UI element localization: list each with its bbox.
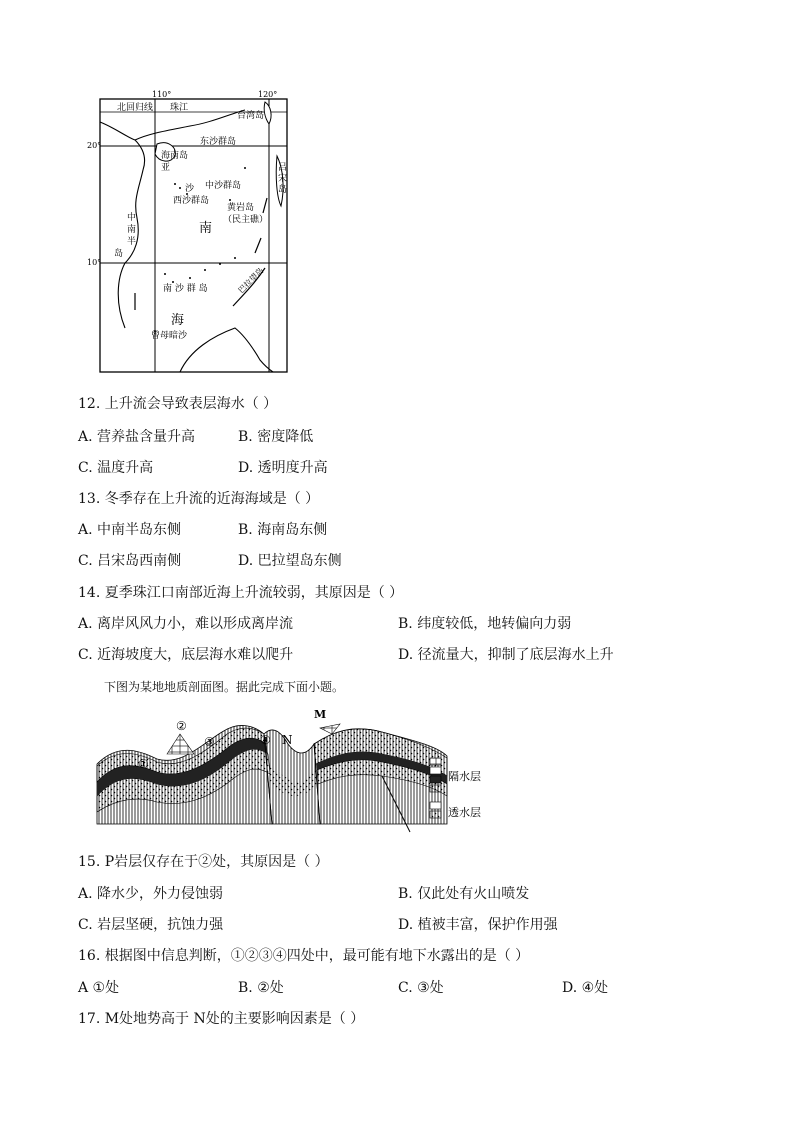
question-13-option-a[interactable]: A. 中南半岛东侧 [78,522,182,538]
question-14-option-c[interactable]: C. 近海坡度大，底层海水难以爬升 [78,647,294,663]
question-15-option-c[interactable]: C. 岩层坚硬，抗蚀力强 [78,917,224,933]
question-14-stem: 14. 夏季珠江口南部近海上升流较弱，其原因是（ ） [78,585,404,601]
m-label: M [314,708,327,721]
question-13-option-d[interactable]: D. 巴拉望岛东侧 [238,553,342,569]
luzon-label-1: 吕 [278,163,288,173]
question-12-stem: 12. 上升流会导致表层海水（ ） [78,396,278,412]
marker-3: ③ [204,735,215,749]
question-15-stem: 15. P岩层仅存在于②处，其原因是（ ） [78,854,329,870]
hainan-label: 海南岛 [161,151,189,161]
question-14-option-d[interactable]: D. 径流量大，抑制了底层海水上升 [398,647,614,663]
question-16-option-b[interactable]: B. ②处 [238,980,284,996]
marker-2: ② [176,719,187,733]
legend-impermeable: 隔水层 [448,770,481,783]
lat-10-label: 10° [87,258,102,267]
sha-label: 沙 [185,184,195,194]
zengmu-label: 曾母暗沙 [151,331,188,341]
luzon-label-3: 岛 [278,185,288,195]
south-china-sea-map [87,88,295,378]
palawan-label: 巴拉望岛 [236,266,266,296]
sea-nan-label: 南 [199,221,213,236]
question-17-stem: 17. M处地势高于 N处的主要影响因素是（ ） [78,1011,365,1027]
question-13-stem: 13. 冬季存在上升流的近海海域是（ ） [78,491,320,507]
lon-110-label: 110° [152,90,172,99]
question-14-option-b[interactable]: B. 纬度较低，地转偏向力弱 [398,616,572,632]
question-12-option-c[interactable]: C. 温度升高 [78,460,154,476]
question-15-option-a[interactable]: A. 降水少，外力侵蚀弱 [78,886,224,902]
question-16-option-a[interactable]: A ①处 [78,980,120,996]
lat-20-label: 20° [87,141,102,150]
dongsha-label: 东沙群岛 [200,137,237,147]
question-16-option-c[interactable]: C. ③处 [398,980,444,996]
huangyan-label: 黄岩岛 [227,203,255,213]
indochina-label-2: 南 [127,225,137,235]
question-12-option-a[interactable]: A. 营养盐含量升高 [78,429,196,445]
question-12-option-b[interactable]: B. 密度降低 [238,429,314,445]
zhujiang-label: 珠江 [170,103,189,113]
question-13-option-b[interactable]: B. 海南岛东侧 [238,522,328,538]
question-14-option-a[interactable]: A. 离岸风风力小，难以形成离岸流 [78,616,294,632]
marker-4: ④ [260,733,271,747]
ya-label: 亚 [161,163,171,173]
xisha-label: 西沙群岛 [173,196,210,206]
question-16-stem: 16. 根据图中信息判断，①②③④四处中，最可能有地下水露出的是（ ） [78,948,530,964]
question-16-option-d[interactable]: D. ④处 [562,980,609,996]
indochina-label-1: 中 [127,213,137,223]
nansha-label: 南 沙 群 岛 [163,284,208,294]
lon-120-label: 120° [258,90,278,99]
legend-permeable: 透水层 [448,806,481,819]
question-15-option-d[interactable]: D. 植被丰富，保护作用强 [398,917,558,933]
luzon-label-2: 宋 [278,174,288,184]
marker-1: ① [138,757,149,771]
taiwan-label: 台湾岛 [237,111,265,121]
question-12-option-d[interactable]: D. 透明度升高 [238,460,328,476]
tropic-label: 北回归线 [117,103,154,113]
minzhujiao-label: （民主礁） [223,215,269,225]
question-15-option-b[interactable]: B. 仅此处有火山喷发 [398,886,530,902]
n-label: N [282,733,293,747]
zhongsha-label: 中沙群岛 [205,181,242,191]
indochina-label-3: 半 [127,237,137,247]
section-intro: 下图为某地地质剖面图。据此完成下面小题。 [104,680,345,694]
question-13-option-c[interactable]: C. 吕宋岛西南侧 [78,553,182,569]
indochina-label-4: 岛 [114,249,124,259]
sea-hai-label: 海 [171,313,185,328]
geologic-cross-section [92,704,502,834]
